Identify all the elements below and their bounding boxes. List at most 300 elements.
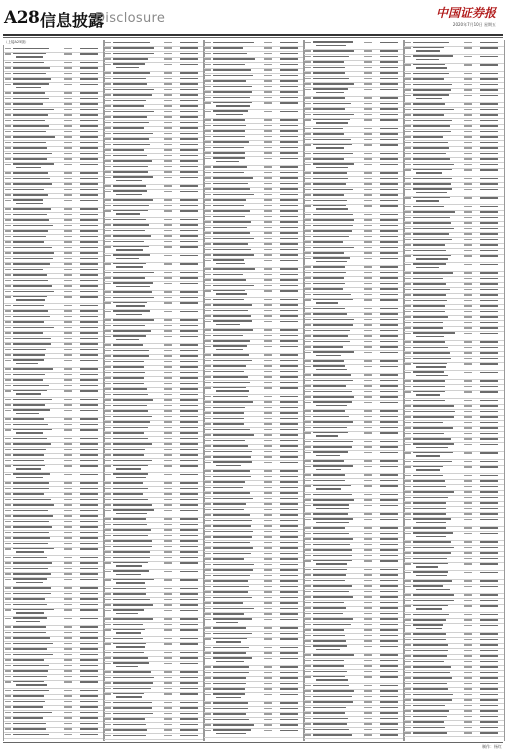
row-amount <box>364 139 372 141</box>
row-date <box>80 438 98 440</box>
row-index <box>205 613 211 615</box>
row-amount <box>264 382 272 384</box>
row-date <box>80 706 98 708</box>
row-amount <box>264 487 272 489</box>
row-amount <box>64 194 72 196</box>
row-amount <box>164 557 172 559</box>
row-index <box>205 407 211 409</box>
row-index <box>205 547 211 549</box>
row-date <box>280 492 298 494</box>
row-index <box>5 125 11 127</box>
row-date <box>380 189 398 191</box>
row-name <box>413 222 451 224</box>
row-amount <box>264 591 272 593</box>
row-amount <box>464 380 472 382</box>
row-index <box>205 125 211 127</box>
row-name <box>413 571 448 573</box>
row-date <box>280 580 298 582</box>
row-amount <box>164 372 172 374</box>
row-index <box>405 480 411 482</box>
row-name <box>213 492 250 494</box>
row-amount <box>64 374 72 376</box>
row-index <box>405 533 411 535</box>
row-name <box>13 557 48 559</box>
row-date <box>280 547 298 549</box>
table-column <box>303 40 405 741</box>
row-date <box>280 86 298 88</box>
row-name <box>413 380 445 382</box>
row-index <box>105 344 111 346</box>
row-amount <box>264 423 272 425</box>
row-date <box>480 732 498 734</box>
row-date <box>380 432 398 434</box>
row-name <box>413 433 444 435</box>
row-date <box>180 604 198 606</box>
row-name <box>313 538 353 540</box>
row-index <box>405 452 411 454</box>
row-amount <box>64 526 72 528</box>
row-date <box>180 702 198 704</box>
row-date <box>280 279 298 281</box>
row-name <box>13 354 45 356</box>
row-name <box>13 499 51 501</box>
row-index <box>5 701 11 703</box>
row-date <box>180 185 198 187</box>
row-date <box>380 352 398 354</box>
row-index <box>205 268 211 270</box>
row-date <box>280 525 298 527</box>
row-name <box>413 103 445 105</box>
row-name <box>213 110 248 112</box>
row-date <box>380 494 398 496</box>
row-amount <box>464 594 472 596</box>
row-amount <box>264 111 272 113</box>
row-name <box>113 454 144 456</box>
row-date <box>80 573 98 575</box>
row-date <box>380 416 398 418</box>
row-index <box>405 416 411 418</box>
row-amount <box>164 53 172 55</box>
row-date <box>80 374 98 376</box>
row-index <box>305 236 311 238</box>
row-index <box>405 183 411 185</box>
row-amount <box>264 445 272 447</box>
row-name <box>13 695 44 697</box>
row-name <box>13 404 45 406</box>
table-row <box>104 733 204 740</box>
row-index <box>305 555 311 557</box>
row-index <box>405 278 411 280</box>
row-amount <box>264 429 272 431</box>
row-name-line2 <box>216 349 243 351</box>
row-name <box>113 629 145 631</box>
row-amount <box>164 263 172 265</box>
row-amount <box>64 305 72 307</box>
row-name <box>13 285 52 287</box>
row-index <box>205 445 211 447</box>
row-amount <box>264 69 272 71</box>
row-amount <box>264 619 272 621</box>
row-name <box>213 445 248 447</box>
row-date <box>180 94 198 96</box>
row-date <box>480 142 498 144</box>
row-amount <box>364 277 372 279</box>
row-date <box>80 526 98 528</box>
row-index <box>305 294 311 296</box>
row-index <box>5 670 11 672</box>
row-name <box>213 509 245 511</box>
row-amount <box>164 399 172 401</box>
row-date <box>80 172 98 174</box>
row-amount <box>464 311 472 313</box>
row-amount <box>164 58 172 60</box>
row-index <box>5 521 11 523</box>
row-name-line2 <box>216 697 241 699</box>
row-amount <box>464 699 472 701</box>
row-index <box>105 210 111 212</box>
row-date <box>480 153 498 155</box>
row-name <box>213 558 244 560</box>
row-name <box>413 677 452 679</box>
row-amount <box>264 498 272 500</box>
row-date <box>180 599 198 601</box>
row-amount <box>264 130 272 132</box>
row-date <box>380 560 398 562</box>
row-date <box>380 665 398 667</box>
row-index <box>205 456 211 458</box>
row-index <box>5 360 11 362</box>
row-amount <box>164 718 172 720</box>
row-date <box>80 543 98 545</box>
row-date <box>280 702 298 704</box>
row-amount <box>264 274 272 276</box>
row-name <box>313 396 354 398</box>
row-amount <box>464 244 472 246</box>
row-amount <box>364 72 372 74</box>
row-index <box>205 580 211 582</box>
row-index <box>405 600 411 602</box>
row-name <box>113 693 144 695</box>
row-date <box>480 461 498 463</box>
row-amount <box>64 493 72 495</box>
row-name <box>413 580 452 582</box>
row-amount <box>264 514 272 516</box>
row-name <box>313 341 350 343</box>
row-amount <box>64 424 72 426</box>
row-name <box>113 263 146 265</box>
row-name <box>113 89 154 91</box>
row-name <box>13 343 51 345</box>
row-name <box>13 690 49 692</box>
row-index <box>5 637 11 639</box>
row-index <box>5 593 11 595</box>
row-name <box>13 482 49 484</box>
row-name-line2 <box>116 565 142 567</box>
row-amount <box>64 158 72 160</box>
row-date <box>180 618 198 620</box>
row-name <box>413 727 445 729</box>
row-date <box>180 53 198 55</box>
row-index <box>405 120 411 122</box>
row-index <box>105 394 111 396</box>
row-index <box>305 42 311 44</box>
row-index <box>105 624 111 626</box>
row-date <box>280 586 298 588</box>
row-name <box>213 638 247 640</box>
row-date <box>180 272 198 274</box>
row-index <box>105 263 111 265</box>
row-index <box>405 513 411 515</box>
row-amount <box>464 131 472 133</box>
row-name <box>313 205 346 207</box>
row-amount <box>164 510 172 512</box>
row-name <box>13 199 43 201</box>
row-index <box>105 144 111 146</box>
row-index <box>205 531 211 533</box>
row-name <box>213 152 245 154</box>
row-date <box>480 189 498 191</box>
row-amount <box>364 618 372 620</box>
row-amount <box>264 47 272 49</box>
row-name <box>213 80 246 82</box>
row-amount <box>264 713 272 715</box>
row-date <box>80 153 98 155</box>
row-name-line2 <box>416 366 446 368</box>
row-date <box>280 254 298 256</box>
row-index <box>305 158 311 160</box>
row-date <box>180 383 198 385</box>
row-amount <box>464 710 472 712</box>
row-amount <box>464 438 472 440</box>
row-index <box>205 210 211 212</box>
row-name <box>13 327 54 329</box>
row-index <box>205 586 211 588</box>
row-index <box>405 605 411 607</box>
row-date <box>280 509 298 511</box>
row-amount <box>364 114 372 116</box>
row-date <box>80 515 98 517</box>
row-amount <box>164 707 172 709</box>
row-index <box>205 260 211 262</box>
row-index <box>5 338 11 340</box>
row-date <box>180 122 198 124</box>
row-index <box>405 244 411 246</box>
row-index <box>5 712 11 714</box>
row-date <box>480 311 498 313</box>
row-date <box>80 681 98 683</box>
row-name <box>13 593 51 595</box>
row-index <box>305 341 311 343</box>
row-date <box>380 549 398 551</box>
row-name <box>313 544 350 546</box>
row-index <box>105 663 111 665</box>
row-name-line2 <box>116 477 147 479</box>
row-name <box>13 92 45 94</box>
row-name-line2 <box>316 488 341 490</box>
row-name-line2 <box>316 508 349 510</box>
row-amount <box>264 249 272 251</box>
row-amount <box>364 629 372 631</box>
row-name <box>413 178 452 180</box>
row-date <box>380 452 398 454</box>
row-date <box>280 613 298 615</box>
row-name <box>13 269 43 271</box>
row-date <box>480 278 498 280</box>
row-date <box>380 97 398 99</box>
row-amount <box>464 169 472 171</box>
row-index <box>5 482 11 484</box>
row-amount <box>164 482 172 484</box>
row-amount <box>164 138 172 140</box>
row-index <box>305 701 311 703</box>
row-amount <box>64 670 72 672</box>
row-date <box>480 480 498 482</box>
row-amount <box>164 604 172 606</box>
row-name <box>313 432 348 434</box>
row-name <box>13 385 49 387</box>
row-name <box>13 274 47 276</box>
row-name <box>13 114 48 116</box>
row-name <box>313 707 346 709</box>
row-index <box>405 372 411 374</box>
row-name <box>113 540 152 542</box>
row-date <box>380 602 398 604</box>
row-amount <box>164 283 172 285</box>
row-index <box>5 73 11 75</box>
row-name <box>113 230 145 232</box>
row-date <box>280 658 298 660</box>
row-date <box>280 335 298 337</box>
row-date <box>480 391 498 393</box>
row-index <box>305 665 311 667</box>
row-amount <box>364 734 372 736</box>
row-index <box>105 291 111 293</box>
row-name-line2 <box>16 167 41 169</box>
row-amount <box>464 400 472 402</box>
row-date <box>80 548 98 550</box>
row-amount <box>264 321 272 323</box>
row-amount <box>364 660 372 662</box>
row-amount <box>264 407 272 409</box>
row-date <box>280 498 298 500</box>
row-date <box>280 260 298 262</box>
row-name <box>213 141 249 143</box>
row-name <box>413 683 447 685</box>
row-date <box>80 368 98 370</box>
row-date <box>80 208 98 210</box>
row-amount <box>364 432 372 434</box>
row-name <box>413 699 452 701</box>
row-index <box>305 67 311 69</box>
row-name-line2 <box>216 293 247 295</box>
row-amount <box>464 527 472 529</box>
row-name <box>213 75 253 77</box>
row-index <box>305 83 311 85</box>
row-amount <box>464 289 472 291</box>
row-name <box>313 527 345 529</box>
row-index <box>405 352 411 354</box>
row-amount <box>164 571 172 573</box>
row-index <box>5 269 11 271</box>
row-index <box>305 360 311 362</box>
row-name <box>213 42 254 44</box>
row-index <box>405 333 411 335</box>
row-amount <box>264 340 272 342</box>
row-index <box>405 300 411 302</box>
row-amount <box>164 493 172 495</box>
row-date <box>380 533 398 535</box>
row-amount <box>464 73 472 75</box>
row-name <box>313 189 353 191</box>
row-name <box>113 677 154 679</box>
row-date <box>380 119 398 121</box>
row-amount <box>164 177 172 179</box>
row-index <box>5 84 11 86</box>
row-date <box>380 50 398 52</box>
row-date <box>280 221 298 223</box>
row-date <box>180 571 198 573</box>
row-index <box>205 335 211 337</box>
row-index <box>5 604 11 606</box>
row-index <box>205 719 211 721</box>
row-amount <box>264 194 272 196</box>
row-name <box>113 493 143 495</box>
row-name <box>313 219 354 221</box>
row-date <box>80 665 98 667</box>
row-date <box>80 343 98 345</box>
row-amount <box>464 619 472 621</box>
row-date <box>480 158 498 160</box>
row-name <box>213 586 249 588</box>
row-date <box>180 688 198 690</box>
row-name-line2 <box>16 582 43 584</box>
row-name <box>213 194 254 196</box>
table-row <box>204 728 304 738</box>
row-index <box>105 155 111 157</box>
row-index <box>5 618 11 620</box>
row-index <box>105 604 111 606</box>
row-name-line2 <box>116 666 138 668</box>
row-amount <box>264 243 272 245</box>
row-amount <box>364 569 372 571</box>
row-name <box>413 502 447 504</box>
row-amount <box>464 688 472 690</box>
row-index <box>205 672 211 674</box>
row-name <box>313 288 343 290</box>
row-name <box>413 633 446 635</box>
row-name <box>13 120 45 122</box>
row-index <box>205 102 211 104</box>
row-name <box>13 142 46 144</box>
row-amount <box>64 131 72 133</box>
row-index <box>5 429 11 431</box>
row-amount <box>264 580 272 582</box>
row-date <box>380 128 398 130</box>
row-index <box>405 233 411 235</box>
row-index <box>5 465 11 467</box>
table-row <box>4 732 104 739</box>
row-index <box>105 224 111 226</box>
row-date <box>180 361 198 363</box>
row-date <box>180 325 198 327</box>
row-index <box>105 618 111 620</box>
row-name <box>413 563 448 565</box>
row-date <box>80 449 98 451</box>
row-index <box>5 153 11 155</box>
row-name <box>13 296 47 298</box>
row-name <box>13 73 46 75</box>
row-date <box>80 189 98 191</box>
